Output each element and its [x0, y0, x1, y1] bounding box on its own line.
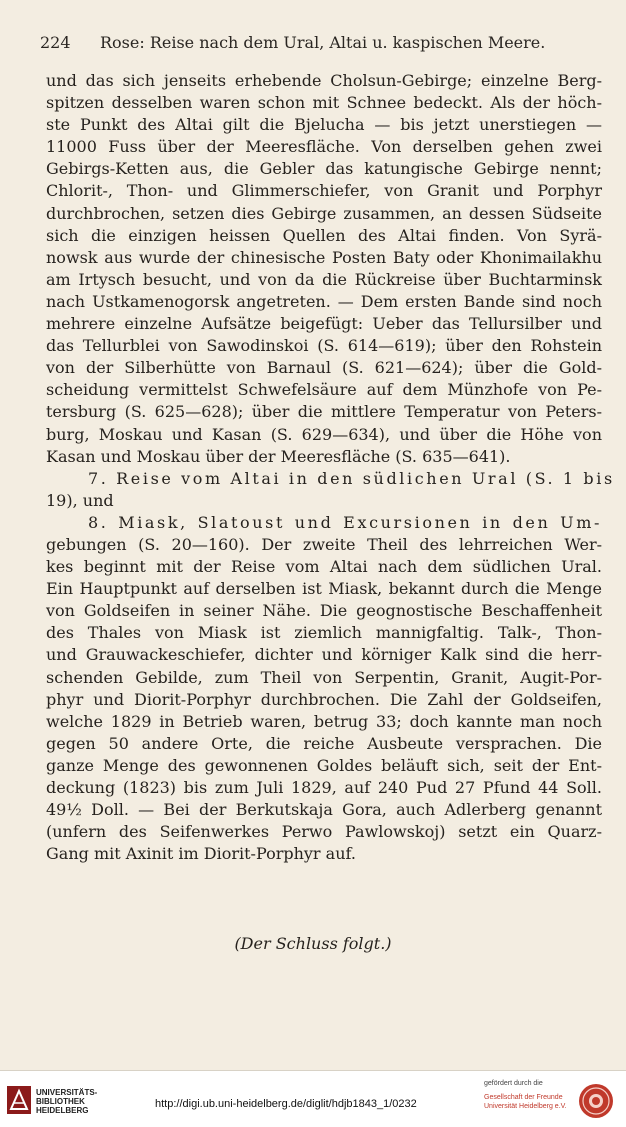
text-line: 49½ Doll. — Bei der Berkutskaja Gora, auch Adlerberg genannt: [46, 800, 602, 820]
text-line: scheidung vermittelst Schwefelsäure auf dem Münzhofe von Pe-: [46, 380, 602, 400]
library-name: UNIVERSITÄTS-BIBLIOTHEK HEIDELBERG: [36, 1088, 98, 1115]
text-line: 19), und: [46, 490, 114, 510]
body-text: [46, 70, 615, 865]
society-name: Gesellschaft der Freunde Universität Heidelberg e.V.: [484, 1094, 567, 1110]
text-line: Ein Hauptpunkt auf derselben ist Miask, bekannt durch die Menge: [46, 579, 602, 599]
university-seal-icon: [578, 1083, 614, 1119]
text-line: tersburg (S. 625—628); über die mittlere Temperatur von Peters-: [46, 402, 602, 422]
text-line: von Goldseifen in seiner Nähe. Die geognostische Beschaffenheit: [46, 601, 602, 621]
text-line: sich die einzigen heissen Quellen des Altai finden. Von Syrä-: [46, 225, 602, 245]
text-line: nowsk aus wurde der chinesische Posten Baty oder Khonimailakhu: [46, 247, 602, 267]
text-line: von der Silberhütte von Barnaul (S. 621—624); über die Gold-: [46, 358, 602, 378]
page-number: 224: [40, 33, 71, 52]
text-line: gegen 50 andere Orte, die reiche Ausbeute versprachen. Die: [46, 733, 602, 753]
section-heading: 7. Reise vom Altai in den südlichen Ural (S. 1 bis: [88, 468, 615, 488]
digital-library-footer: [0, 1070, 626, 1127]
text-line: Gang mit Axinit im Diorit-Porphyr auf.: [46, 844, 356, 864]
running-title: Rose: Reise nach dem Ural, Altai u. kaspischen Meere.: [100, 33, 546, 52]
text-line: nach Ustkamenogorsk angetreten. — Dem ersten Bande sind noch: [46, 291, 602, 311]
text-line: durchbrochen, setzen dies Gebirge zusammen, an dessen Südseite: [46, 203, 602, 223]
text-line: gebungen (S. 20—160). Der zweite Theil des lehrreichen Wer-: [46, 534, 602, 554]
text-line: deckung (1823) bis zum Juli 1829, auf 240 Pud 27 Pfund 44 Soll.: [46, 778, 602, 797]
permalink[interactable]: http://digi.ub.uni-heidelberg.de/diglit/hdjb1843_1/0232: [155, 1098, 417, 1110]
text-line: und das sich jenseits erhebende Cholsun-Gebirge; einzelne Berg-: [46, 71, 602, 90]
text-line: kes beginnt mit der Reise vom Altai nach dem südlichen Ural.: [46, 557, 602, 577]
text-line: phyr und Diorit-Porphyr durchbrochen. Die Zahl der Goldseifen,: [46, 689, 602, 709]
text-line: burg, Moskau und Kasan (S. 629—634), und über die Höhe von: [46, 424, 602, 444]
section-heading: 8. Miask, Slatoust und Excursionen in den Um-: [88, 512, 602, 532]
library-logo-icon: [6, 1085, 32, 1115]
text-line: am Irtysch besucht, und von da die Rückreise über Buchtarminsk: [46, 269, 602, 289]
text-line: Gebirgs-Ketten aus, die Gebler das katungische Gebirge nennt;: [46, 159, 602, 179]
text-line: mehrere einzelne Aufsätze beigefügt: Ueber das Tellursilber und: [46, 314, 602, 334]
text-line: des Thales von Miask ist ziemlich mannigfaltig. Talk-, Thon-: [46, 623, 602, 643]
text-line: schenden Gebilde, zum Theil von Serpentin, Granit, Augit-Por-: [46, 667, 602, 687]
text-line: (unfern des Seifenwerkes Perwo Pawlowskoj) setzt ein Quarz-: [46, 822, 602, 842]
text-line: welche 1829 in Betrieb waren, betrug 33; doch kannte man noch: [46, 711, 602, 731]
text-line: spitzen desselben waren schon mit Schnee bedeckt. Als der höch-: [46, 93, 602, 113]
text-line: Chlorit-, Thon- und Glimmerschiefer, von Granit und Porphyr: [46, 181, 602, 201]
funded-by-label: gefördert durch die: [484, 1080, 543, 1087]
continuation-note: (Der Schluss folgt.): [234, 934, 392, 953]
text-line: und Grauwackeschiefer, dichter und körniger Kalk sind die herr-: [46, 645, 602, 665]
text-line: 11000 Fuss über der Meeresfläche. Von derselben gehen zwei: [46, 137, 602, 157]
text-line: das Tellurblei von Sawodinskoi (S. 614—619); über den Rohstein: [46, 336, 602, 356]
text-line: ste Punkt des Altai gilt die Bjelucha — bis jetzt unerstiegen —: [46, 115, 602, 135]
text-line: Kasan und Moskau über der Meeresfläche (S. 635—641).: [46, 446, 511, 466]
text-line: ganze Menge des gewonnenen Goldes beläuft sich, seit der Ent-: [46, 755, 602, 775]
page-header: [40, 33, 600, 52]
